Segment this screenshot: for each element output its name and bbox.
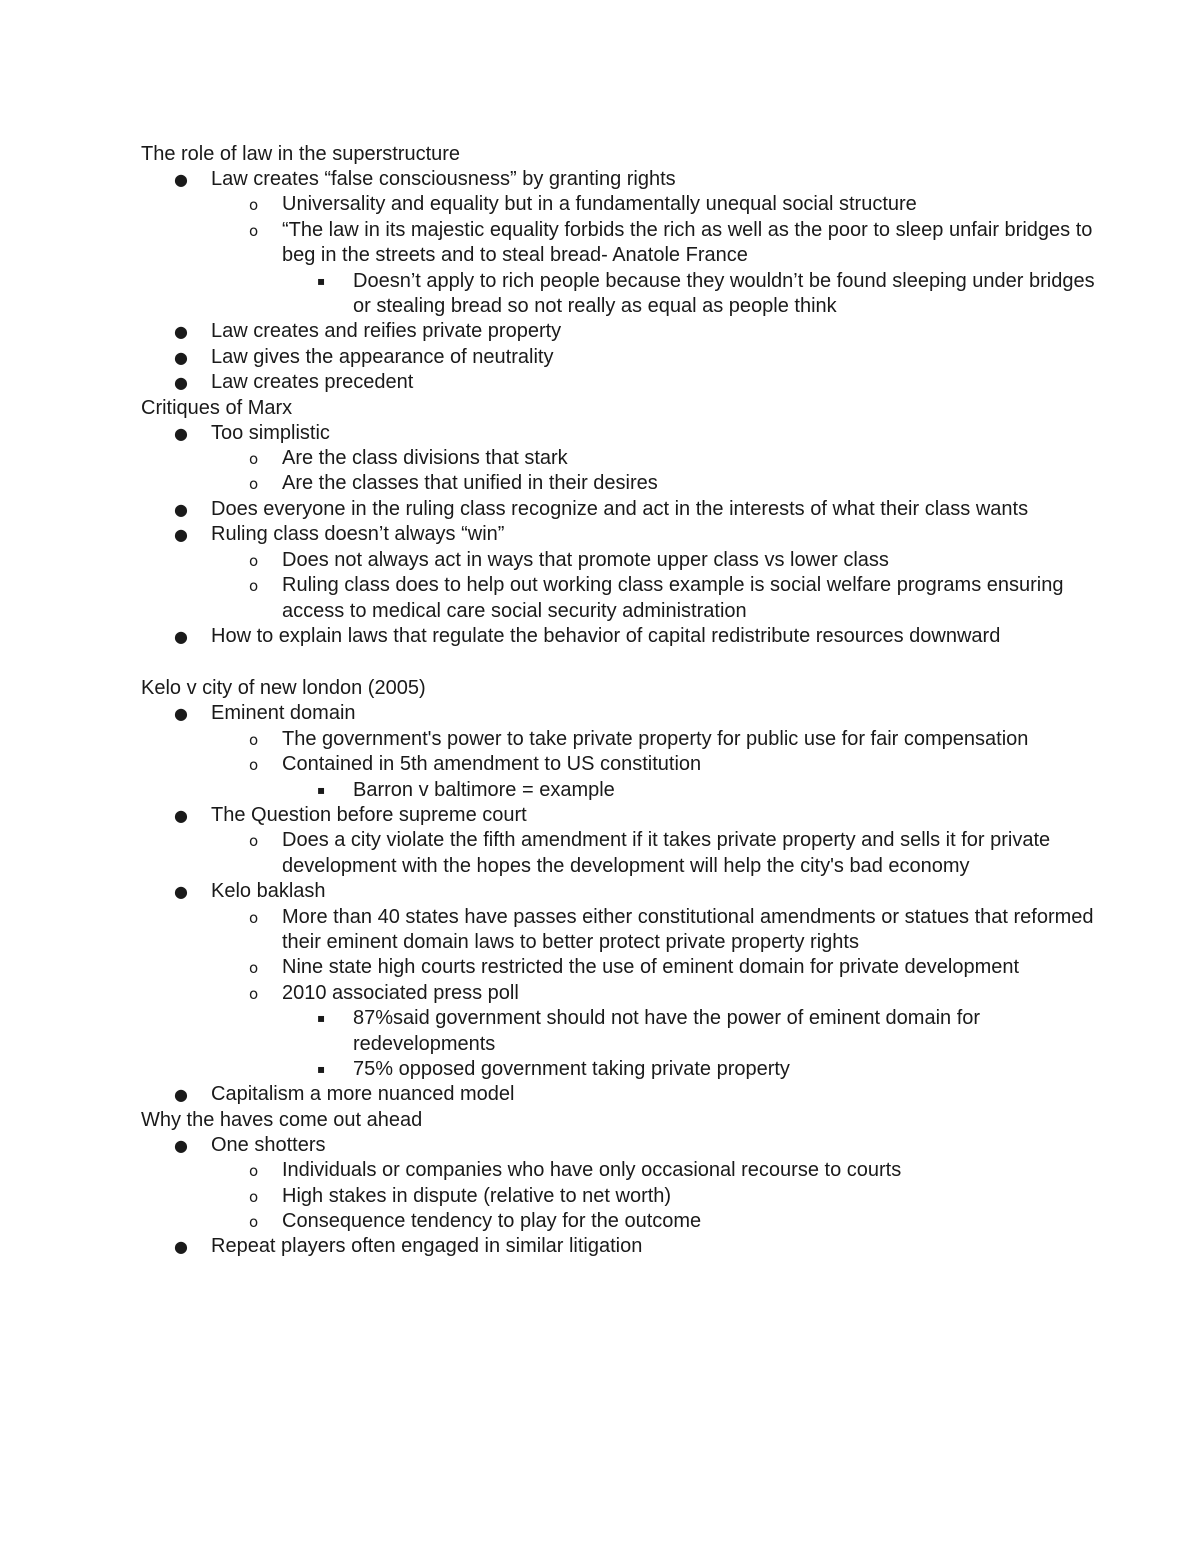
section-heading: Why the haves come out ahead bbox=[141, 1108, 423, 1131]
bullet-disc-icon: ● bbox=[174, 322, 188, 342]
list-item-level-1 bbox=[141, 497, 1101, 522]
list-item-level-2 bbox=[141, 981, 1101, 1006]
bullet-circle-icon: o bbox=[249, 908, 259, 927]
list-item-level-1 bbox=[141, 1234, 1101, 1259]
section-heading: The role of law in the superstructure bbox=[141, 143, 461, 165]
list-item-level-3 bbox=[141, 1057, 1101, 1082]
list-item-level-2 bbox=[141, 905, 1101, 956]
bullet-disc-icon: ● bbox=[174, 373, 188, 393]
list-item-text: Law gives the appearance of neutrality bbox=[211, 345, 554, 368]
list-item-text: How to explain laws that regulate the behavior of capital redistribute resources downward bbox=[211, 624, 1001, 647]
bullet-square-icon: ▪ bbox=[317, 273, 326, 288]
list-item-level-2 bbox=[141, 192, 1101, 217]
list-item-level-2 bbox=[141, 548, 1101, 573]
list-item-level-2 bbox=[141, 218, 1101, 269]
bullet-circle-icon: o bbox=[249, 450, 259, 469]
list-item-text: Law creates “false consciousness” by granting rights bbox=[211, 168, 676, 190]
list-item-level-2 bbox=[141, 1158, 1101, 1183]
list-item-text: Are the class divisions that stark bbox=[282, 447, 568, 470]
bullet-disc-icon: ● bbox=[174, 525, 188, 545]
list-item-level-1 bbox=[141, 345, 1101, 370]
bullet-disc-icon: ● bbox=[174, 704, 188, 724]
list-item-text: The government's power to take private property for public use for fair compensation bbox=[282, 727, 1029, 750]
bullet-circle-icon: o bbox=[249, 577, 259, 596]
bullet-disc-icon: ● bbox=[174, 882, 188, 902]
bullet-circle-icon: o bbox=[249, 1213, 259, 1232]
list-item-text: Contained in 5th amendment to US constitution bbox=[282, 753, 702, 776]
list-item-text: 75% opposed government taking private property bbox=[353, 1058, 790, 1080]
list-item-level-1 bbox=[141, 421, 1101, 446]
list-item-level-1 bbox=[141, 319, 1101, 344]
list-item-level-2 bbox=[141, 955, 1101, 980]
bullet-circle-icon: o bbox=[249, 959, 259, 978]
list-item-level-3 bbox=[141, 1006, 1101, 1057]
list-item-text: Does a city violate the fifth amendment if it takes private property and sells it for private development with the hopes the development will help the city's bad economy bbox=[282, 829, 1051, 877]
list-item-level-2 bbox=[141, 1184, 1101, 1209]
bullet-circle-icon: o bbox=[249, 196, 259, 215]
list-item-text: Consequence tendency to play for the outcome bbox=[282, 1210, 702, 1233]
bullet-disc-icon: ● bbox=[174, 170, 188, 189]
list-item-level-2 bbox=[141, 752, 1101, 777]
bullet-disc-icon: ● bbox=[174, 626, 188, 646]
list-item-level-2 bbox=[141, 446, 1101, 471]
list-item-level-1 bbox=[141, 803, 1101, 828]
list-item-text: Repeat players often engaged in similar litigation bbox=[211, 1235, 643, 1258]
bullet-circle-icon: o bbox=[249, 221, 259, 240]
list-item-level-3 bbox=[141, 778, 1101, 803]
list-item-text: “The law in its majestic equality forbids the rich as well as the poor to sleep unfair bridges to beg in the streets and to steal bread- Anatole France bbox=[282, 218, 1093, 267]
list-item-level-1 bbox=[141, 522, 1101, 547]
bullet-disc-icon: ● bbox=[174, 347, 188, 367]
list-item-text: 2010 associated press poll bbox=[282, 981, 519, 1004]
list-item-level-1 bbox=[141, 879, 1101, 904]
bullet-square-icon: ▪ bbox=[317, 1011, 326, 1026]
list-item-level-3 bbox=[141, 269, 1101, 320]
list-item-level-1 bbox=[141, 167, 1101, 192]
list-item-level-2 bbox=[141, 828, 1101, 879]
document-body bbox=[141, 142, 1101, 1260]
bullet-disc-icon: ● bbox=[174, 1085, 188, 1105]
bullet-disc-icon: ● bbox=[174, 1135, 188, 1155]
list-item-level-1 bbox=[141, 370, 1101, 395]
list-item-level-2 bbox=[141, 1209, 1101, 1234]
bullet-circle-icon: o bbox=[249, 756, 259, 775]
bullet-disc-icon: ● bbox=[174, 1237, 188, 1257]
bullet-disc-icon: ● bbox=[174, 499, 188, 519]
section-heading: Kelo v city of new london (2005) bbox=[141, 677, 426, 700]
list-item-text: More than 40 states have passes either constitutional amendments or statues that reformed their eminent domain laws to better protect private property rights bbox=[282, 905, 1094, 953]
list-item-text: Does not always act in ways that promote upper class vs lower class bbox=[282, 548, 889, 571]
bullet-circle-icon: o bbox=[249, 832, 259, 851]
list-item-text: The Question before supreme court bbox=[211, 803, 527, 826]
list-item-level-2 bbox=[141, 727, 1101, 752]
bullet-circle-icon: o bbox=[249, 984, 259, 1003]
list-item-text: Capitalism a more nuanced model bbox=[211, 1083, 515, 1106]
list-item-text: Kelo baklash bbox=[211, 880, 326, 903]
list-item-text: Ruling class does to help out working class example is social welfare programs ensuring access to medical care social security administration bbox=[282, 574, 1064, 622]
list-item-level-1 bbox=[141, 624, 1101, 649]
list-item-text: High stakes in dispute (relative to net worth) bbox=[282, 1184, 672, 1207]
list-item-text: Law creates precedent bbox=[211, 371, 414, 394]
list-item-text: Nine state high courts restricted the use of eminent domain for private development bbox=[282, 956, 1020, 979]
list-item-text: Universality and equality but in a fundamentally unequal social structure bbox=[282, 193, 917, 216]
list-item-text: Too simplistic bbox=[211, 421, 330, 444]
bullet-circle-icon: o bbox=[249, 475, 259, 494]
bullet-circle-icon: o bbox=[249, 730, 259, 749]
list-item-level-1 bbox=[141, 1082, 1101, 1107]
bullet-circle-icon: o bbox=[249, 1162, 259, 1181]
list-item-level-2 bbox=[141, 471, 1101, 496]
list-item-text: Ruling class doesn’t always “win” bbox=[211, 523, 505, 546]
list-item-level-1 bbox=[141, 1133, 1101, 1158]
list-item-text: 87%said government should not have the power of eminent domain for redevelopments bbox=[353, 1007, 981, 1055]
list-item-text: Barron v baltimore = example bbox=[353, 778, 615, 801]
list-item-level-2 bbox=[141, 573, 1101, 624]
bullet-disc-icon: ● bbox=[174, 423, 188, 443]
bullet-circle-icon: o bbox=[249, 551, 259, 570]
list-item-text: One shotters bbox=[211, 1133, 326, 1156]
list-item-text: Individuals or companies who have only occasional recourse to courts bbox=[282, 1159, 902, 1182]
list-item-text: Doesn’t apply to rich people because they wouldn’t be found sleeping under bridges or stealing bread so not really as equal as people think bbox=[353, 269, 1095, 318]
list-item-text: Are the classes that unified in their desires bbox=[282, 472, 658, 495]
section-heading: Critiques of Marx bbox=[141, 396, 293, 419]
bullet-square-icon: ▪ bbox=[317, 1062, 326, 1076]
list-item-text: Law creates and reifies private property bbox=[211, 320, 562, 343]
bullet-circle-icon: o bbox=[249, 1187, 259, 1206]
list-item-text: Eminent domain bbox=[211, 702, 356, 725]
list-item-text: Does everyone in the ruling class recognize and act in the interests of what their class wants bbox=[211, 497, 1029, 520]
bullet-square-icon: ▪ bbox=[317, 782, 326, 797]
bullet-disc-icon: ● bbox=[174, 805, 188, 825]
list-item-level-1 bbox=[141, 701, 1101, 726]
